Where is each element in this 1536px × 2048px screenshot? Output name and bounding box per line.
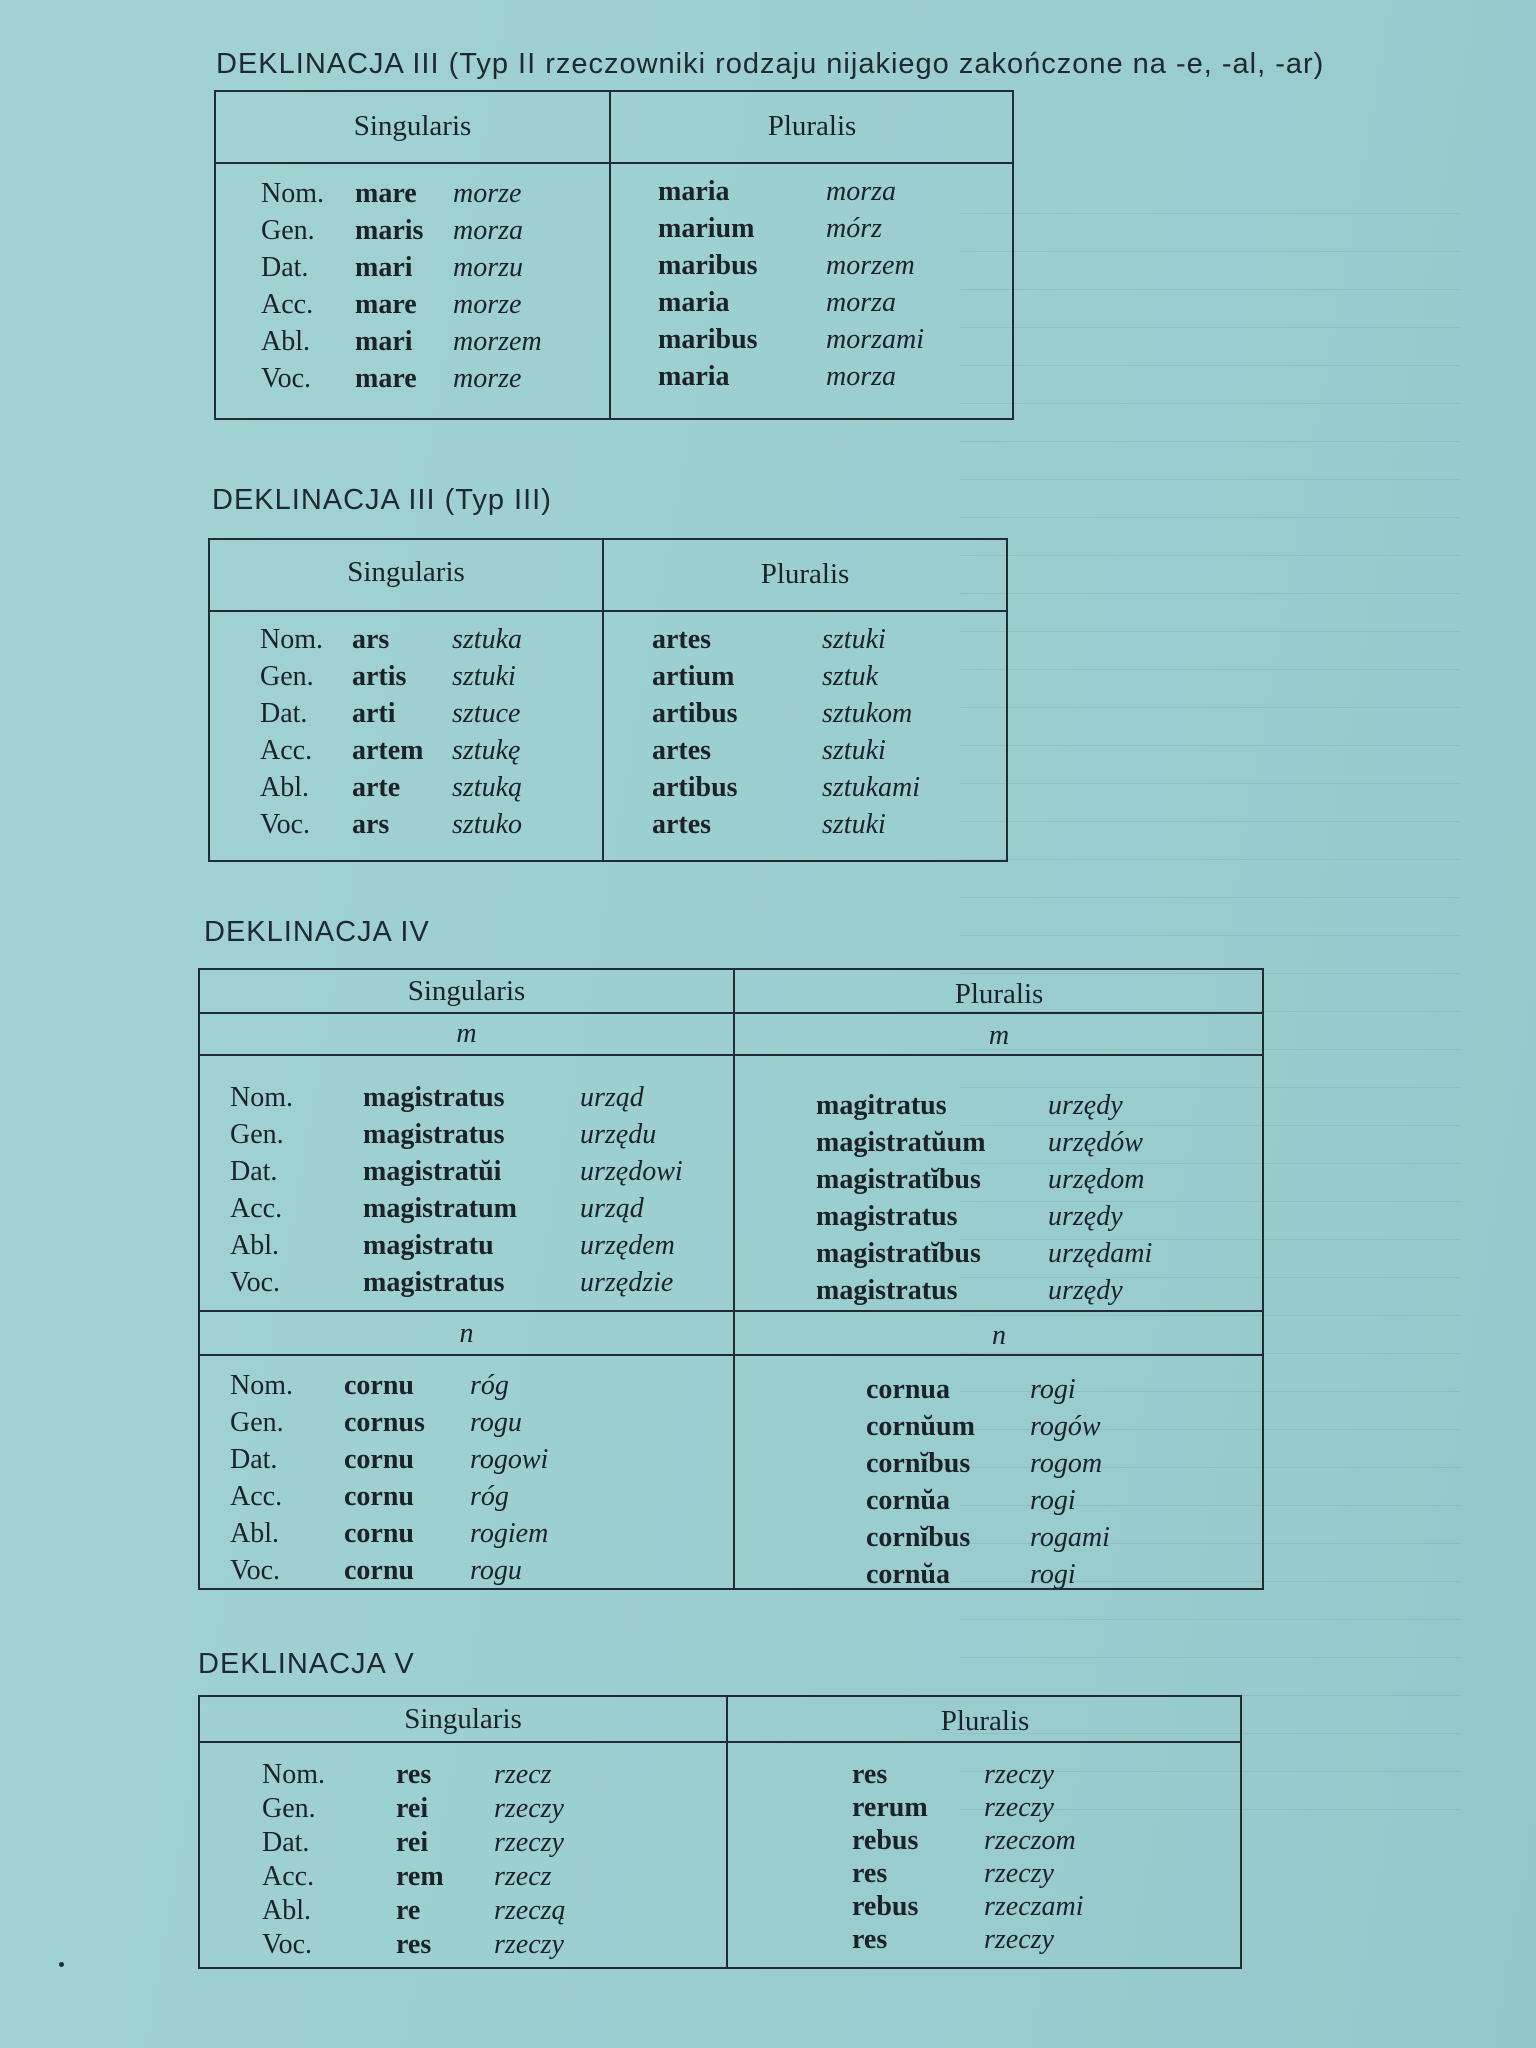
case-label: Dat. bbox=[260, 698, 308, 729]
table-row bbox=[816, 1275, 1256, 1312]
latin-form: maris bbox=[355, 215, 424, 246]
plural-header: Pluralis bbox=[940, 1705, 1030, 1737]
table-row bbox=[658, 287, 998, 324]
latin-form: maria bbox=[658, 176, 730, 207]
latin-form: cornu bbox=[344, 1444, 414, 1475]
column-divider bbox=[726, 1697, 728, 1967]
latin-form: cornŭum bbox=[866, 1411, 975, 1442]
latin-form: arti bbox=[352, 698, 396, 729]
table-row bbox=[658, 361, 998, 398]
plural-header: Pluralis bbox=[767, 110, 857, 142]
polish-translation: rogiem bbox=[470, 1518, 549, 1549]
case-label: Nom. bbox=[230, 1082, 293, 1113]
latin-form: marium bbox=[658, 213, 755, 244]
latin-form: ars bbox=[352, 809, 390, 840]
case-label: Gen. bbox=[262, 1793, 316, 1824]
polish-translation: rogi bbox=[1030, 1374, 1076, 1405]
case-label: Acc. bbox=[262, 1861, 315, 1892]
latin-form: artis bbox=[352, 661, 407, 692]
latin-form: rei bbox=[396, 1793, 429, 1824]
latin-form: maria bbox=[658, 361, 730, 392]
singular-header: Singularis bbox=[353, 110, 472, 142]
latin-form: arte bbox=[352, 772, 401, 803]
latin-form: res bbox=[396, 1759, 432, 1790]
latin-form: cornus bbox=[344, 1407, 425, 1438]
polish-translation: urząd bbox=[580, 1193, 644, 1224]
polish-translation: urzędami bbox=[1048, 1238, 1153, 1269]
polish-translation: sztuką bbox=[452, 772, 522, 803]
polish-translation: sztuki bbox=[822, 809, 886, 840]
case-label: Gen. bbox=[230, 1119, 284, 1150]
case-label: Dat. bbox=[261, 252, 309, 283]
table-row bbox=[230, 1193, 730, 1230]
latin-form: magistratus bbox=[363, 1267, 505, 1298]
latin-form: re bbox=[396, 1895, 421, 1926]
table-row bbox=[230, 1230, 730, 1267]
latin-form: magitratus bbox=[816, 1090, 947, 1121]
neut-singular-rows bbox=[230, 1370, 730, 1592]
latin-form: cornŭa bbox=[866, 1559, 950, 1590]
table-row bbox=[652, 735, 992, 772]
plural-header: Pluralis bbox=[954, 978, 1044, 1010]
case-label: Acc. bbox=[230, 1193, 283, 1224]
polish-translation: mórz bbox=[826, 213, 883, 244]
table-row bbox=[230, 1407, 730, 1444]
table-row bbox=[261, 326, 601, 363]
table-row bbox=[852, 1759, 1232, 1792]
table-row bbox=[852, 1825, 1232, 1858]
case-label: Abl. bbox=[261, 326, 310, 357]
polish-translation: urzędu bbox=[580, 1119, 657, 1150]
latin-form: artibus bbox=[652, 698, 738, 729]
polish-translation: sztukom bbox=[822, 698, 913, 729]
latin-form: rebus bbox=[852, 1825, 919, 1856]
margin-dot bbox=[59, 1962, 64, 1967]
column-divider bbox=[602, 540, 604, 860]
latin-form: magistratĭbus bbox=[816, 1164, 981, 1195]
polish-translation: sztuki bbox=[452, 661, 516, 692]
table-row bbox=[866, 1559, 1256, 1596]
polish-translation: urzędy bbox=[1048, 1201, 1123, 1232]
table-row bbox=[230, 1518, 730, 1555]
table-row bbox=[816, 1164, 1256, 1201]
table-row bbox=[230, 1481, 730, 1518]
decl5-table bbox=[198, 1695, 1242, 1969]
case-label: Abl. bbox=[260, 772, 309, 803]
neut-label-singular: n bbox=[459, 1318, 474, 1349]
latin-form: rem bbox=[396, 1861, 444, 1892]
latin-form: cornua bbox=[866, 1374, 950, 1405]
latin-form: cornu bbox=[344, 1518, 414, 1549]
table-row bbox=[262, 1895, 722, 1929]
singular-header: Singularis bbox=[404, 1703, 522, 1735]
latin-form: cornu bbox=[344, 1370, 414, 1401]
table-row bbox=[261, 289, 601, 326]
table-row bbox=[261, 363, 601, 400]
table-row bbox=[230, 1555, 730, 1592]
decl3-type2-table bbox=[214, 90, 1014, 420]
table-row bbox=[262, 1929, 722, 1963]
polish-translation: morzami bbox=[826, 324, 925, 355]
table-row bbox=[652, 624, 992, 661]
polish-translation: rzecz bbox=[494, 1861, 552, 1892]
polish-translation: sztuki bbox=[822, 735, 886, 766]
decl5-title: DEKLINACJA V bbox=[198, 1648, 415, 1680]
latin-form: res bbox=[852, 1924, 888, 1955]
case-label: Nom. bbox=[230, 1370, 293, 1401]
table-row bbox=[230, 1156, 730, 1193]
latin-form: mare bbox=[355, 289, 417, 320]
latin-form: res bbox=[396, 1929, 432, 1960]
table-row bbox=[816, 1090, 1256, 1127]
singular-header: Singularis bbox=[407, 975, 526, 1007]
table-row bbox=[260, 624, 600, 661]
table-row bbox=[816, 1238, 1256, 1275]
latin-form: rebus bbox=[852, 1891, 919, 1922]
polish-translation: rzeczą bbox=[494, 1895, 566, 1926]
case-label: Acc. bbox=[261, 289, 314, 320]
latin-form: artes bbox=[652, 735, 712, 766]
latin-form: magistratus bbox=[363, 1082, 505, 1113]
latin-form: cornu bbox=[344, 1481, 414, 1512]
polish-translation: morze bbox=[453, 363, 522, 394]
latin-form: res bbox=[852, 1858, 888, 1889]
latin-form: magistratĭbus bbox=[816, 1238, 981, 1269]
table-row bbox=[260, 661, 600, 698]
polish-translation: sztuk bbox=[822, 661, 878, 692]
latin-form: artibus bbox=[652, 772, 738, 803]
latin-form: magistratus bbox=[816, 1201, 958, 1232]
table-row bbox=[852, 1924, 1232, 1957]
neut-label-plural: n bbox=[992, 1320, 1006, 1351]
polish-translation: rogowi bbox=[470, 1444, 549, 1475]
latin-form: ars bbox=[352, 624, 390, 655]
case-label: Voc. bbox=[230, 1555, 281, 1586]
polish-translation: urzędów bbox=[1048, 1127, 1143, 1158]
table-row bbox=[658, 213, 998, 250]
column-divider bbox=[733, 970, 735, 1588]
latin-form: magistratum bbox=[363, 1193, 517, 1224]
table-row bbox=[852, 1891, 1232, 1924]
case-label: Dat. bbox=[262, 1827, 310, 1858]
polish-translation: morza bbox=[826, 361, 897, 392]
table-row bbox=[652, 809, 992, 846]
table-row bbox=[866, 1374, 1256, 1411]
masc-singular-rows bbox=[230, 1082, 730, 1304]
case-label: Voc. bbox=[261, 363, 312, 394]
latin-form: magistratus bbox=[363, 1119, 505, 1150]
decl3-type2-title: DEKLINACJA III (Typ II rzeczowniki rodzaju nijakiego zakończone na -e, -al, -ar) bbox=[216, 48, 1325, 80]
plural-rows bbox=[652, 624, 992, 846]
latin-form: cornĭbus bbox=[866, 1448, 971, 1479]
case-label: Abl. bbox=[230, 1230, 279, 1261]
singular-header: Singularis bbox=[347, 556, 465, 588]
polish-translation: sztuce bbox=[452, 698, 521, 729]
polish-translation: róg bbox=[470, 1481, 509, 1512]
polish-translation: urzędem bbox=[580, 1230, 675, 1261]
latin-form: maria bbox=[658, 287, 730, 318]
case-label: Gen. bbox=[230, 1407, 284, 1438]
table-row bbox=[262, 1759, 722, 1793]
case-label: Nom. bbox=[262, 1759, 325, 1790]
latin-form: cornŭa bbox=[866, 1485, 950, 1516]
polish-translation: rzeczy bbox=[494, 1793, 564, 1824]
polish-translation: urzędom bbox=[1048, 1164, 1145, 1195]
latin-form: mari bbox=[355, 252, 413, 283]
plural-rows bbox=[658, 176, 998, 398]
column-divider bbox=[609, 92, 611, 418]
latin-form: magistratŭi bbox=[363, 1156, 502, 1187]
latin-form: rerum bbox=[852, 1792, 928, 1823]
latin-form: res bbox=[852, 1759, 888, 1790]
table-row bbox=[262, 1793, 722, 1827]
masc-plural-rows bbox=[816, 1090, 1256, 1312]
case-label: Abl. bbox=[230, 1518, 279, 1549]
case-label: Acc. bbox=[230, 1481, 283, 1512]
polish-translation: róg bbox=[470, 1370, 509, 1401]
table-row bbox=[261, 215, 601, 252]
masc-label-singular: m bbox=[456, 1018, 477, 1049]
table-row bbox=[262, 1861, 722, 1895]
singular-rows bbox=[262, 1759, 722, 1963]
table-row bbox=[262, 1827, 722, 1861]
polish-translation: urzędzie bbox=[580, 1267, 674, 1298]
polish-translation: rzeczami bbox=[984, 1891, 1084, 1922]
table-row bbox=[230, 1444, 730, 1481]
polish-translation: morzem bbox=[453, 326, 542, 357]
latin-form: cornu bbox=[344, 1555, 414, 1586]
polish-translation: morzu bbox=[453, 252, 524, 283]
polish-translation: rogami bbox=[1030, 1522, 1110, 1553]
polish-translation: rzeczy bbox=[494, 1929, 564, 1960]
latin-form: mari bbox=[355, 326, 413, 357]
case-label: Voc. bbox=[230, 1267, 281, 1298]
latin-form: mare bbox=[355, 178, 417, 209]
latin-form: cornĭbus bbox=[866, 1522, 971, 1553]
polish-translation: rogów bbox=[1030, 1411, 1101, 1442]
polish-translation: rogi bbox=[1030, 1559, 1076, 1590]
latin-form: maribus bbox=[658, 250, 758, 281]
table-row bbox=[261, 178, 601, 215]
singular-rows bbox=[261, 178, 601, 400]
latin-form: artium bbox=[652, 661, 735, 692]
latin-form: artem bbox=[352, 735, 424, 766]
case-label: Gen. bbox=[260, 661, 314, 692]
neut-plural-rows bbox=[866, 1374, 1256, 1596]
polish-translation: sztuka bbox=[452, 624, 522, 655]
table-row bbox=[816, 1127, 1256, 1164]
case-label: Dat. bbox=[230, 1444, 278, 1475]
table-row bbox=[866, 1522, 1256, 1559]
table-row bbox=[866, 1411, 1256, 1448]
case-label: Abl. bbox=[262, 1895, 311, 1926]
table-row bbox=[816, 1201, 1256, 1238]
polish-translation: rzeczy bbox=[984, 1858, 1054, 1889]
polish-translation: rogu bbox=[470, 1407, 522, 1438]
case-label: Voc. bbox=[260, 809, 311, 840]
polish-translation: morza bbox=[453, 215, 524, 246]
table-row bbox=[260, 809, 600, 846]
decl3-type3-title: DEKLINACJA III (Typ III) bbox=[212, 484, 552, 516]
case-label: Nom. bbox=[260, 624, 323, 655]
table-row bbox=[852, 1792, 1232, 1825]
polish-translation: rogu bbox=[470, 1555, 522, 1586]
plural-rows bbox=[852, 1759, 1232, 1957]
latin-form: maribus bbox=[658, 324, 758, 355]
polish-translation: rzeczy bbox=[984, 1759, 1054, 1790]
polish-translation: rzeczy bbox=[984, 1792, 1054, 1823]
polish-translation: morza bbox=[826, 176, 897, 207]
table-row bbox=[261, 252, 601, 289]
latin-form: rei bbox=[396, 1827, 429, 1858]
decl3-type3-table bbox=[208, 538, 1008, 862]
polish-translation: urzędowi bbox=[580, 1156, 683, 1187]
table-row bbox=[852, 1858, 1232, 1891]
table-row bbox=[658, 176, 998, 213]
polish-translation: urząd bbox=[580, 1082, 644, 1113]
table-row bbox=[260, 698, 600, 735]
table-row bbox=[260, 735, 600, 772]
latin-form: magistratus bbox=[816, 1275, 958, 1306]
table-row bbox=[230, 1370, 730, 1407]
latin-form: magistratu bbox=[363, 1230, 494, 1261]
latin-form: artes bbox=[652, 809, 712, 840]
table-row bbox=[652, 698, 992, 735]
table-row bbox=[230, 1267, 730, 1304]
decl4-table bbox=[198, 968, 1264, 1590]
latin-form: mare bbox=[355, 363, 417, 394]
polish-translation: sztuko bbox=[452, 809, 522, 840]
singular-rows bbox=[260, 624, 600, 846]
table-row bbox=[652, 772, 992, 809]
polish-translation: rogom bbox=[1030, 1448, 1103, 1479]
table-row bbox=[230, 1082, 730, 1119]
table-row bbox=[652, 661, 992, 698]
polish-translation: morza bbox=[826, 287, 897, 318]
plural-header: Pluralis bbox=[760, 558, 850, 590]
polish-translation: rzeczy bbox=[984, 1924, 1054, 1955]
table-row bbox=[658, 250, 998, 287]
decl4-title: DEKLINACJA IV bbox=[204, 916, 430, 948]
table-row bbox=[866, 1485, 1256, 1522]
case-label: Gen. bbox=[261, 215, 315, 246]
latin-form: magistratŭum bbox=[816, 1127, 986, 1158]
polish-translation: urzędy bbox=[1048, 1090, 1123, 1121]
case-label: Dat. bbox=[230, 1156, 278, 1187]
latin-form: artes bbox=[652, 624, 712, 655]
table-row bbox=[230, 1119, 730, 1156]
case-label: Nom. bbox=[261, 178, 324, 209]
polish-translation: rogi bbox=[1030, 1485, 1076, 1516]
polish-translation: morze bbox=[453, 289, 522, 320]
polish-translation: rzecz bbox=[494, 1759, 552, 1790]
polish-translation: sztukami bbox=[822, 772, 920, 803]
polish-translation: morzem bbox=[826, 250, 915, 281]
masc-label-plural: m bbox=[988, 1020, 1010, 1051]
polish-translation: morze bbox=[453, 178, 522, 209]
polish-translation: sztukę bbox=[452, 735, 521, 766]
polish-translation: sztuki bbox=[822, 624, 886, 655]
case-label: Voc. bbox=[262, 1929, 313, 1960]
polish-translation: rzeczy bbox=[494, 1827, 564, 1858]
case-label: Acc. bbox=[260, 735, 313, 766]
polish-translation: urzędy bbox=[1048, 1275, 1123, 1306]
polish-translation: rzeczom bbox=[984, 1825, 1076, 1856]
table-row bbox=[658, 324, 998, 361]
table-row bbox=[260, 772, 600, 809]
table-row bbox=[866, 1448, 1256, 1485]
